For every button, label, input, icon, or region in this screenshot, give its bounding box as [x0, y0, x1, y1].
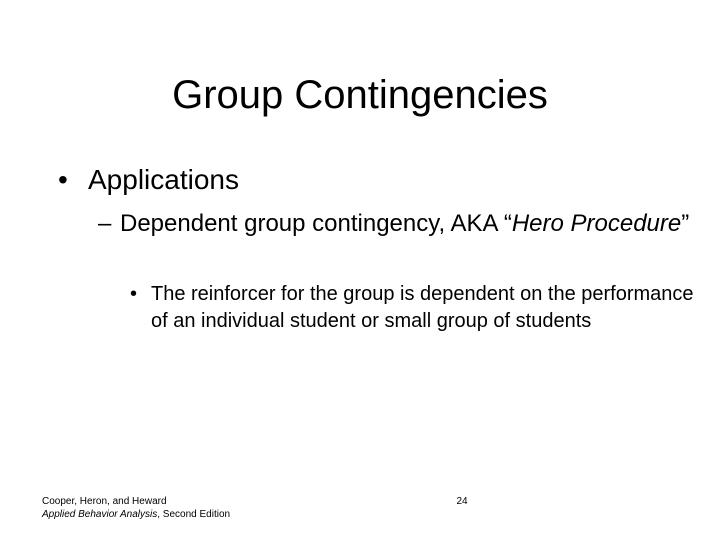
bullet-level-1-text: Applications	[88, 164, 239, 195]
bullet-level-3-text: The reinforcer for the group is dependent on the performance of an individual student or small group of students	[151, 283, 694, 332]
bullet-level-2-closing-quote: ”	[681, 210, 690, 237]
dash-marker: –	[98, 210, 112, 237]
footer-book-title: Applied Behavior Analysis	[42, 509, 158, 520]
bullet-level-1	[58, 162, 239, 198]
bullet-level-2	[98, 208, 700, 240]
page-number: 24	[456, 496, 468, 507]
slide-title: Group Contingencies	[172, 73, 548, 117]
footer-edition: , Second Edition	[157, 509, 231, 520]
bullet-marker: •	[130, 283, 138, 305]
bullet-level-2-text: Dependent group contingency, AKA “	[120, 210, 512, 237]
bullet-level-2-italic-text: Hero Procedure	[511, 210, 682, 237]
footer-citation	[42, 495, 230, 521]
footer-book-line	[42, 508, 230, 521]
footer-authors: Cooper, Heron, and Heward	[42, 496, 167, 507]
bullet-marker: •	[58, 164, 68, 195]
bullet-level-3	[130, 281, 711, 335]
